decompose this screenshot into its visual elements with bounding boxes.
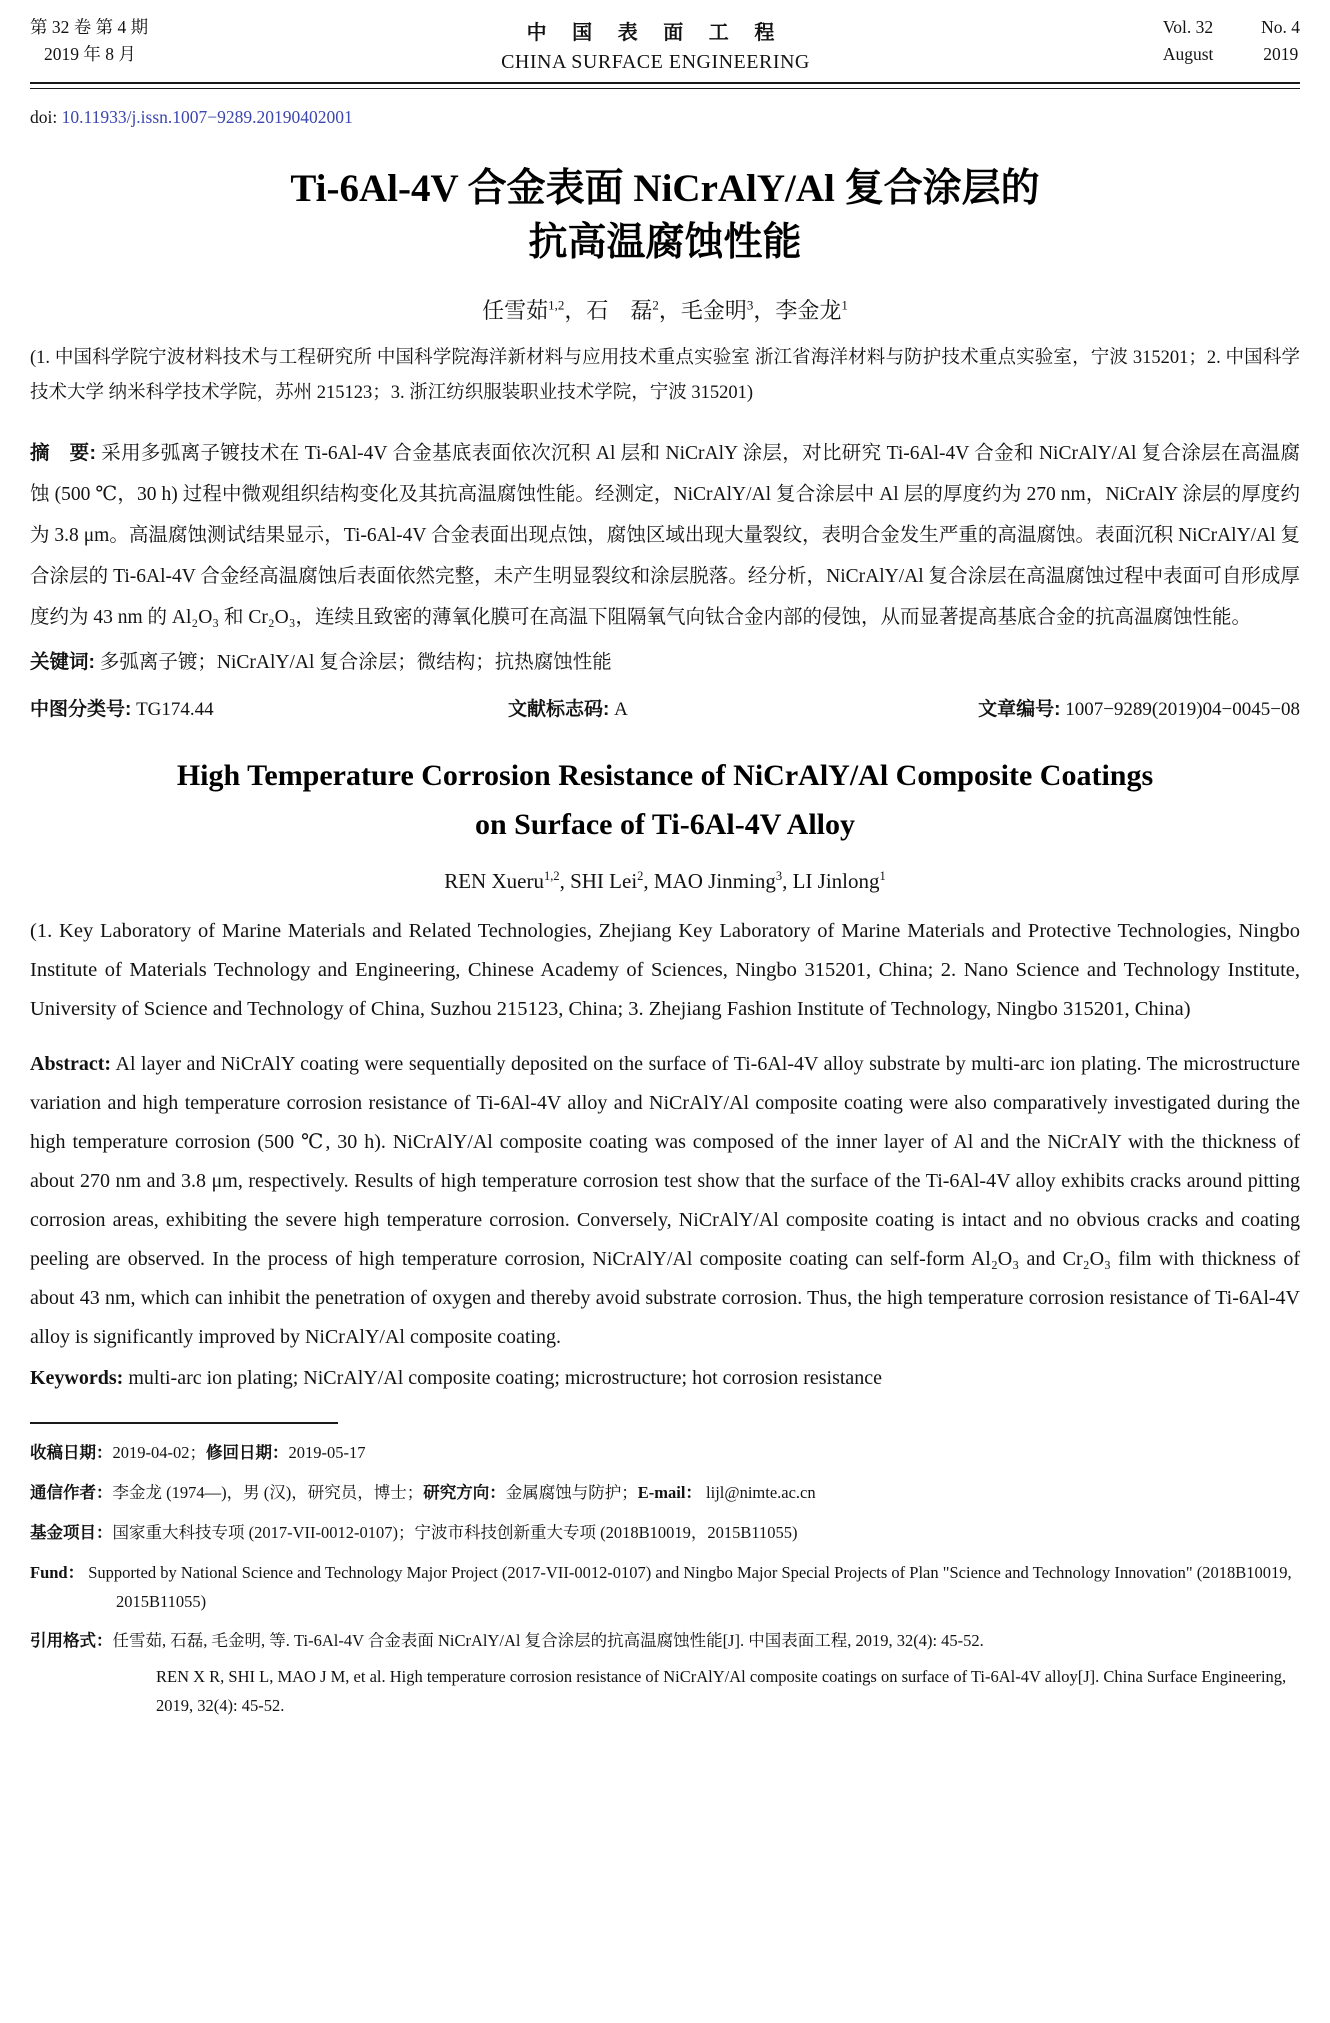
abstract-cn (30, 433, 1300, 638)
author-separator: , (782, 869, 793, 893)
author-en: REN Xueru$^{1,2}$ (444, 869, 560, 893)
citation-cn-text: 任雪茹, 石磊, 毛金明, 等. Ti-6Al-4V 合金表面 NiCrAlY/Al 复合涂层的抗高温腐蚀性能[J]. 中国表面工程, 2019, 32(4): 45-52. (112, 1631, 984, 1650)
document-code-label: 文献标志码: (508, 699, 610, 720)
article-id (978, 694, 1300, 721)
email-label: E-mail： (637, 1483, 702, 1502)
keywords-text-en: multi-arc ion plating; NiCrAlY/Al composite coating; microstructure; hot corrosion resistance (128, 1367, 883, 1389)
keywords-cn (30, 643, 1300, 682)
corresponding-info: 李金龙 (1974—)，男 (汉)，研究员，博士； (112, 1483, 424, 1502)
received-date: 2019-04-02； (112, 1443, 206, 1462)
author-cn: 任雪茹$^{1,2}$ (482, 297, 565, 323)
fund-en-line (30, 1558, 1300, 1616)
citation-cn (30, 1626, 1300, 1656)
doi-link[interactable]: 10.11933/j.issn.1007−9289.20190402001 (61, 107, 353, 127)
author-cn: 毛金明$^3$ (680, 297, 754, 323)
author-separator: ， (658, 298, 681, 323)
paper-title-en-line2: on Surface of Ti-6Al-4V Alloy (474, 808, 856, 841)
abstract-label-cn: 摘 要: (30, 442, 97, 464)
keywords-en (30, 1359, 1300, 1398)
article-id-label: 文章编号: (978, 699, 1061, 720)
month-en: August (1162, 44, 1214, 64)
research-direction-label: 研究方向： (423, 1484, 506, 1502)
abstract-text-en: Al layer and NiCrAlY coating were sequentially deposited on the surface of Ti-6Al-4V alloy substrate by multi-arc ion plating. The microstructure variation and high temperature corrosion resistance of Ti-6Al-4V alloy and NiCrAlY/Al composite coating were also comparatively investigated during the high temperature corrosion (500 ℃, 30 h). NiCrAlY/Al composite coating was composed of the inner layer of Al and the NiCrAlY with the thickness of about 270 nm and 3.8 μm, respectively. Results of high temperature corrosion test show that the surface of the Ti-6Al-4V alloy exhibits cracks around pitting corrosion areas, exhibiting the severe high temperature corrosion. Conversely, NiCrAlY/Al composite coating is intact and no obvious cracks and coating peeling are observed. In the process of high temperature corrosion, NiCrAlY/Al composite coating can self-form Al₂O₃ and Cr₂O₃ film with thickness of about 43 nm, which can inhibit the penetration of oxygen and thereby avoid substrate corrosion. Thus, the high temperature corrosion resistance of Ti-6Al-4V alloy is significantly improved by NiCrAlY/Al composite coating. (30, 1053, 1300, 1348)
footnote-block (30, 1438, 1300, 1720)
journal-header (30, 14, 1300, 74)
doi-line (30, 107, 1300, 128)
citation-en-text: REN X R, SHI L, MAO J M, et al. High temperature corrosion resistance of NiCrAlY/Al composite coatings on surface of Ti-6Al-4V alloy[J]. China Surface Engineering, 2019, 32(4): 45-52. (156, 1667, 1287, 1715)
author-en: LI Jinlong$^1$ (792, 869, 886, 893)
fund-cn-line (30, 1518, 1300, 1548)
journal-name-cn: 中 国 表 面 工 程 (526, 22, 785, 44)
volume-en: Vol. 32 (1162, 17, 1214, 37)
footnote-divider (30, 1422, 338, 1424)
revised-label: 修回日期： (206, 1444, 289, 1462)
clc-value: TG174.44 (136, 699, 214, 720)
authors-en (30, 869, 1300, 894)
journal-name (501, 14, 810, 74)
fund-cn-label: 基金项目： (30, 1524, 113, 1542)
article-id-value: 1007−9289(2019)04−0045−08 (1065, 699, 1300, 720)
paper-title-cn (30, 162, 1300, 270)
keywords-label-cn: 关键词: (30, 651, 95, 673)
abstract-text-cn: 采用多弧离子镀技术在 Ti-6Al-4V 合金基底表面依次沉积 Al 层和 NiCrAlY 涂层，对比研究 Ti-6Al-4V 合金和 NiCrAlY/Al 复合涂层在高温腐蚀 (500 ℃，30 h) 过程中微观组织结构变化及其抗高温腐蚀性能。经测定，NiCrAlY/Al 复合涂层中 Al 层的厚度约为 270 nm，NiCrAlY 涂层的厚度约为 3.8 μm。高温腐蚀测试结果显示，Ti-6Al-4V 合金表面出现点蚀，腐蚀区域出现大量裂纹，表明合金发生严重的高温腐蚀。表面沉积 NiCrAlY/Al 复合涂层的 Ti-6Al-4V 合金经高温腐蚀后表面依然完整，未产生明显裂纹和涂层脱落。经分析，NiCrAlY/Al 复合涂层在高温腐蚀过程中表面可自形成厚度约为 43 nm 的 Al₂O₃ 和 Cr₂O₃，连续且致密的薄氧化膜可在高温下阻隔氧气向钛合金内部的侵蚀，从而显著提高基底合金的抗高温腐蚀性能。 (30, 443, 1301, 628)
dates-line (30, 1438, 1300, 1468)
paper-title-en-line1: High Temperature Corrosion Resistance of NiCrAlY/Al Composite Coatings (176, 759, 1154, 792)
header-divider (30, 82, 1300, 89)
document-code-value: A (614, 699, 628, 720)
journal-name-en: CHINA SURFACE ENGINEERING (501, 51, 810, 73)
issue-date-cn: 2019 年 8 月 (44, 44, 136, 64)
authors-cn (30, 294, 1300, 325)
corresponding-author-line (30, 1478, 1300, 1508)
number-en: No. 4 (1261, 17, 1300, 37)
author-en: SHI Lei$^2$ (570, 869, 644, 893)
abstract-label-en: Abstract: (30, 1053, 112, 1075)
clc-number (30, 694, 508, 721)
author-cn: 石 磊$^2$ (586, 297, 659, 323)
clc-label: 中图分类号: (30, 699, 132, 720)
classification-row (30, 694, 1300, 721)
research-direction: 金属腐蚀与防护； (505, 1483, 638, 1502)
affiliation-cn: (1. 中国科学院宁波材料技术与工程研究所 中国科学院海洋新材料与应用技术重点实验室 浙江省海洋材料与防护技术重点实验室，宁波 315201；2. 中国科学技术大学 纳米科学技术学院，苏州 215123；3. 浙江纺织服装职业技术学院，宁波 315201) (30, 348, 1300, 403)
fund-en-label: Fund： (30, 1563, 85, 1582)
corresponding-label: 通信作者： (30, 1484, 113, 1502)
author-separator: , (559, 869, 571, 893)
fund-en-text: Supported by National Science and Technology Major Project (2017-VII-0012-0107) and Ningbo Major Special Projects of Plan "Science and Technology Innovation" (2018B10019, 2015B11055) (88, 1563, 1292, 1611)
author-separator: ， (753, 298, 776, 323)
keywords-label-en: Keywords: (30, 1367, 124, 1389)
author-separator: , (643, 869, 654, 893)
email-value: lijl@nimte.ac.cn (706, 1483, 816, 1502)
issue-info-cn (30, 14, 148, 68)
doi-label: doi: (30, 107, 62, 127)
paper-title-en (30, 751, 1300, 849)
abstract-en (30, 1045, 1300, 1357)
revised-date: 2019-05-17 (288, 1443, 366, 1462)
received-label: 收稿日期： (30, 1444, 113, 1462)
citation-label: 引用格式： (30, 1632, 113, 1650)
fund-cn-text: 国家重大科技专项 (2017-VII-0012-0107)；宁波市科技创新重大专项 (2018B10019，2015B11055) (112, 1523, 798, 1542)
keywords-text-cn: 多弧离子镀；NiCrAlY/Al 复合涂层；微结构；抗热腐蚀性能 (99, 652, 612, 673)
issue-info-en (1163, 14, 1300, 68)
volume-issue-cn: 第 32 卷 第 4 期 (30, 17, 149, 37)
paper-title-cn-line2: 抗高温腐蚀性能 (528, 221, 802, 264)
year-en: 2019 (1263, 44, 1299, 64)
citation-en (156, 1662, 1300, 1720)
author-separator: ， (564, 298, 587, 323)
citation-block (30, 1626, 1300, 1720)
affiliation-en: (1. Key Laboratory of Marine Materials and Related Technologies, Zhejiang Key Laboratory of Marine Materials and Protective Technologies, Ningbo Institute of Materials Technology and Engineering, Chinese Academy of Sciences, Ningbo 315201, China; 2. Nano Science and Technology Institute, University of Science and Technology of China, Suzhou 215123, China; 3. Zhejiang Fashion Institute of Technology, Ningbo 315201, China) (30, 920, 1300, 1020)
author-en: MAO Jinming$^3$ (653, 869, 783, 893)
paper-title-cn-line1: Ti-6Al-4V 合金表面 NiCrAlY/Al 复合涂层的 (290, 167, 1040, 210)
document-code (508, 694, 900, 721)
author-cn: 李金龙$^1$ (775, 297, 848, 323)
